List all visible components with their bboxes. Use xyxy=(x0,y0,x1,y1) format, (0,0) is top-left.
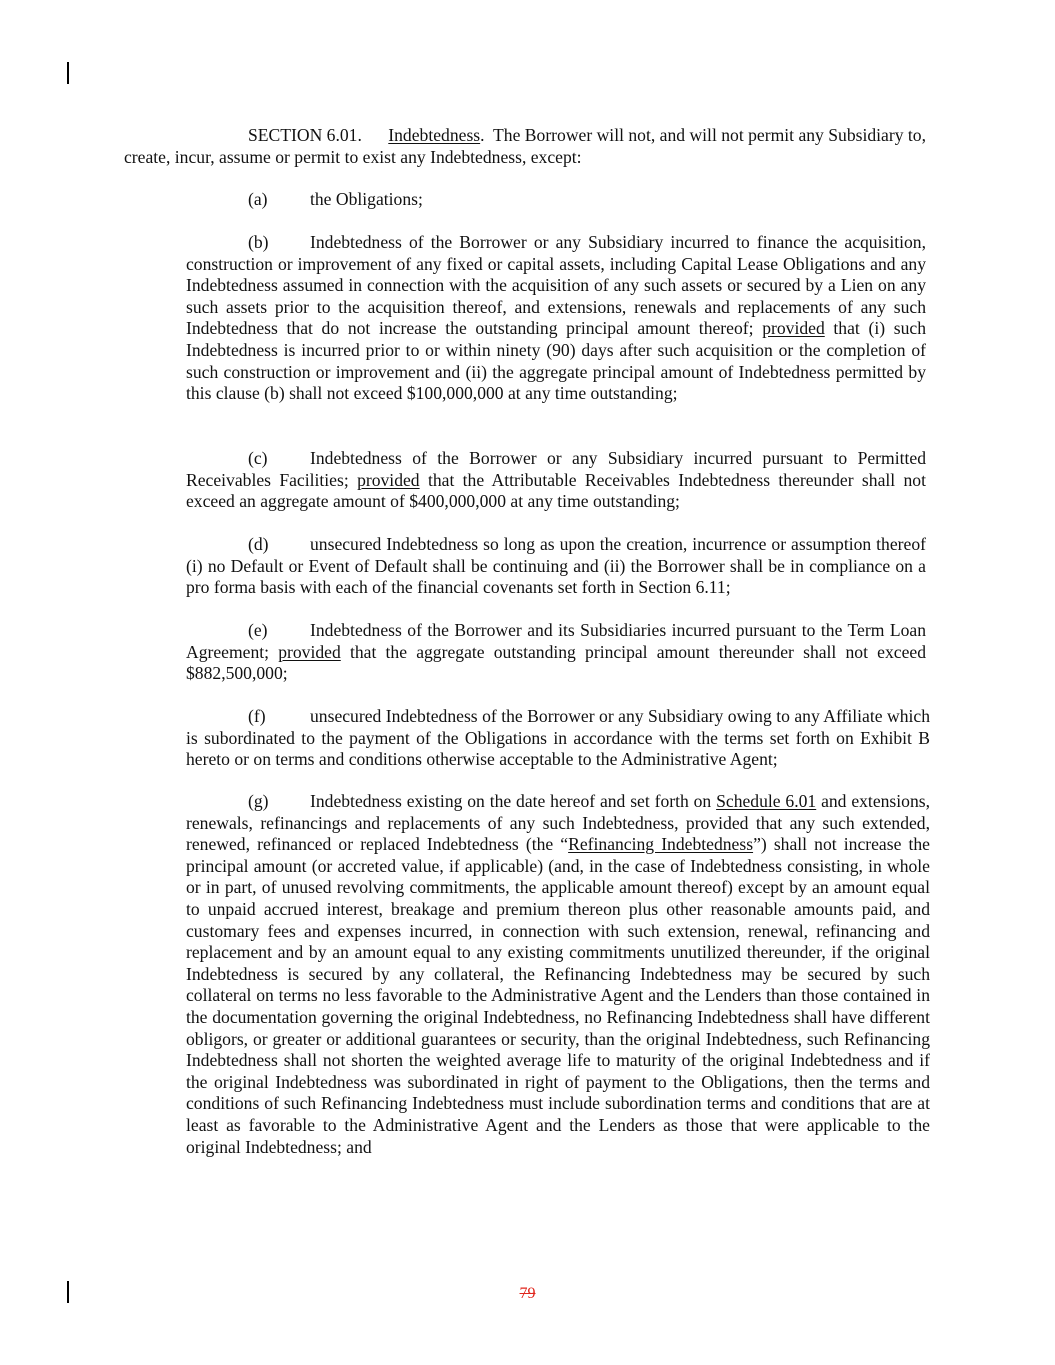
clause-e: (e) Indebtedness of the Borrower and its Subsidiaries incurred pursuant to the Term Loan Agreement; provided that the aggregate outstanding principal amount thereunder shall not exceed $882,500,000; xyxy=(186,620,926,684)
clause-label: (b) xyxy=(248,232,269,252)
clause-label: (c) xyxy=(248,448,268,468)
clause-b: (b) Indebtedness of the Borrower or any Subsidiary incurred to finance the acquisition, construction or improvement of any fixed or capital assets, including Capital Lease Obligations and any Indebtedness assumed in connection with the acquisition of any such assets or secured by a Lien on any such assets prior to the acquisition thereof, and extensions, renewals and replacements of any such Indebtedness that do not increase the outstanding principal amount thereof; provided that (i) such Indebtedness is incurred prior to or within ninety (90) days after such acquisition or the completion of such construction or improvement and (ii) the aggregate principal amount of Indebtedness permitted by this clause (b) shall not exceed $100,000,000 at any time outstanding; xyxy=(186,232,926,404)
clause-g: (g) Indebtedness existing on the date hereof and set forth on Schedule 6.01 and extensions, renewals, refinancings and replacements of any such Indebtedness, provided that any such extended, renewed, refinanced or replaced Indebtedness (the “Refinancing Indebtedness”) shall not increase the principal amount (or accreted value, if applicable) (and, in the case of Indebtedness consisting, in whole or in part, of unused revolving commitments, the applicable amount thereof) except by an amount equal to unpaid accrued interest, breakage and premium thereon plus other reasonable amounts paid, and customary fees and expenses incurred, in connection with such extension, renewal, refinancing and replacement and by an amount equal to any existing commitments unutilized thereunder, if the original Indebtedness is secured by any collateral, the Refinancing Indebtedness may be secured by such collateral on terms no less favorable to the Administrative Agent and the Lenders than those contained in the documentation governing the original Indebtedness, no Refinancing Indebtedness shall have different obligors, or greater or additional guarantees or security, than the original Indebtedness, such Refinancing Indebtedness shall not shorten the weighted average life to maturity of the original Indebtedness and if the original Indebtedness was subordinated in right of payment to the Obligations, then the terms and conditions of such Refinancing Indebtedness must include subordination terms and conditions that are at least as favorable to the Administrative Agent and the Lenders as those that were applicable to the original Indebtedness; and xyxy=(186,791,930,1157)
change-bar-top xyxy=(67,62,69,84)
clause-a: (a) the Obligations; xyxy=(248,189,423,209)
clause-d: (d) unsecured Indebtedness so long as upon the creation, incurrence or assumption thereof (i) no Default or Event of Default shall be continuing and (ii) the Borrower shall be in compliance on a pro forma basis with each of the financial covenants set forth in Section 6.11; xyxy=(186,534,926,598)
clause-label: (a) xyxy=(248,189,268,209)
section-number: SECTION 6.01. xyxy=(248,125,362,145)
clause-f: (f) unsecured Indebtedness of the Borrower or any Subsidiary owing to any Affiliate which is subordinated to the payment of the Obligations in accordance with the terms set forth on Exhibit B hereto or on terms and conditions otherwise acceptable to the Administrative Agent; xyxy=(186,706,930,770)
section-6-01-paragraph: SECTION 6.01. Indebtedness. The Borrower will not, and will not permit any Subsidiary to, create, incur, assume or permit to exist any Indebtedness, except: xyxy=(124,125,926,167)
clause-label: (f) xyxy=(248,706,266,726)
clause-label: (d) xyxy=(248,534,269,554)
defined-term: Refinancing Indebtedness xyxy=(568,834,754,855)
provided-term: provided xyxy=(357,469,420,490)
clause-label: (g) xyxy=(248,791,269,811)
provided-term: provided xyxy=(278,641,341,662)
section-intro: The Borrower will not, and will not permit any Subsidiary to, create, incur, assume or permit to exist any Indebtedness, except: xyxy=(124,125,926,167)
clause-c: (c) Indebtedness of the Borrower or any Subsidiary incurred pursuant to Permitted Receivables Facilities; provided that the Attributable Receivables Indebtedness thereunder shall not exceed an aggregate amount of $400,000,000 at any time outstanding; xyxy=(186,448,926,512)
schedule-reference: Schedule 6.01 xyxy=(716,791,817,811)
page-number: 79 xyxy=(519,1285,536,1302)
section-title: Indebtedness xyxy=(388,125,481,145)
provided-term: provided xyxy=(762,318,825,339)
clause-label: (e) xyxy=(248,620,268,640)
